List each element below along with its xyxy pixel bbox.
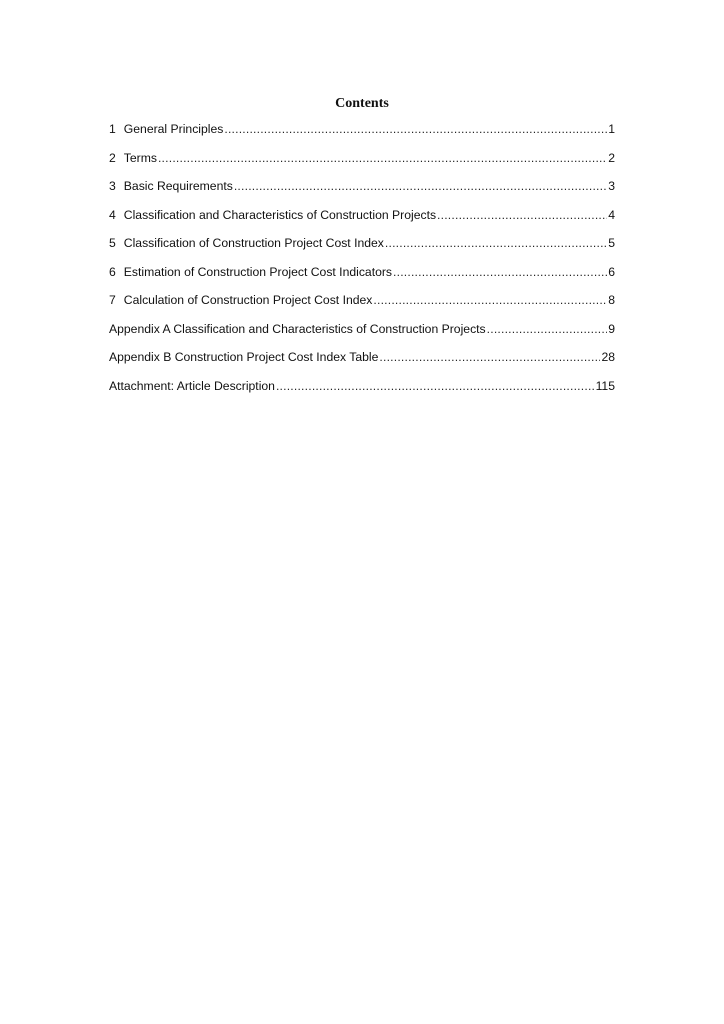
toc-entry-general-principles xyxy=(109,120,615,149)
toc-entry-title: Appendix B Construction Project Cost Index Table xyxy=(109,350,379,364)
toc-dot-leader xyxy=(487,320,608,338)
toc-dot-leader xyxy=(385,234,607,252)
toc-entry-cost-index-calculation xyxy=(109,291,615,320)
toc-entry-cost-indicators-estimation xyxy=(109,263,615,292)
toc-entry-terms xyxy=(109,149,615,178)
toc-dot-leader xyxy=(393,263,607,281)
table-of-contents xyxy=(109,120,615,405)
toc-entry-number: 7 xyxy=(109,293,116,307)
toc-entry-number: 5 xyxy=(109,236,116,250)
toc-entry-page: 9 xyxy=(608,321,615,336)
toc-entry-title: Attachment: Article Description xyxy=(109,378,275,393)
toc-dot-leader xyxy=(234,177,607,195)
toc-entry-cost-index-classification xyxy=(109,234,615,263)
toc-entry-page: 4 xyxy=(608,207,615,222)
toc-dot-leader xyxy=(379,348,600,366)
toc-entry-title: Appendix A Classification and Characteristics of Construction Projects xyxy=(109,321,486,336)
toc-entry-classification-characteristics xyxy=(109,206,615,235)
toc-entry-title: Calculation of Construction Project Cost Index xyxy=(123,293,373,307)
toc-entry-title: General Principles xyxy=(123,122,224,136)
toc-entry-page: 3 xyxy=(608,179,615,193)
toc-entry-number: 4 xyxy=(109,207,116,222)
toc-entry-appendix-a xyxy=(109,320,615,349)
toc-dot-leader xyxy=(276,377,595,395)
toc-entry-title: Estimation of Construction Project Cost Indicators xyxy=(123,264,393,279)
toc-entry-number: 3 xyxy=(109,179,116,193)
toc-entry-page: 28 xyxy=(601,350,615,364)
toc-entry-page: 1 xyxy=(608,122,615,136)
toc-entry-number: 6 xyxy=(109,264,116,279)
toc-dot-leader xyxy=(158,149,607,167)
toc-entry-page: 8 xyxy=(608,293,615,307)
toc-entry-number: 2 xyxy=(109,150,116,165)
toc-entry-title: Classification of Construction Project Cost Index xyxy=(123,236,384,250)
toc-entry-basic-requirements xyxy=(109,177,615,206)
toc-entry-page: 6 xyxy=(608,264,615,279)
toc-dot-leader xyxy=(437,206,607,224)
toc-entry-title: Classification and Characteristics of Construction Projects xyxy=(123,207,437,222)
toc-entry-attachment xyxy=(109,377,615,406)
toc-entry-appendix-b xyxy=(109,348,615,377)
toc-entry-page: 5 xyxy=(608,236,615,250)
toc-entry-title: Terms xyxy=(123,150,157,165)
toc-dot-leader xyxy=(373,291,607,309)
toc-entry-page: 115 xyxy=(595,378,615,393)
page-title: Contents xyxy=(335,96,389,111)
toc-entry-page: 2 xyxy=(608,150,615,165)
toc-entry-title: Basic Requirements xyxy=(123,179,233,193)
toc-entry-number: 1 xyxy=(109,122,116,136)
toc-dot-leader xyxy=(224,120,607,138)
